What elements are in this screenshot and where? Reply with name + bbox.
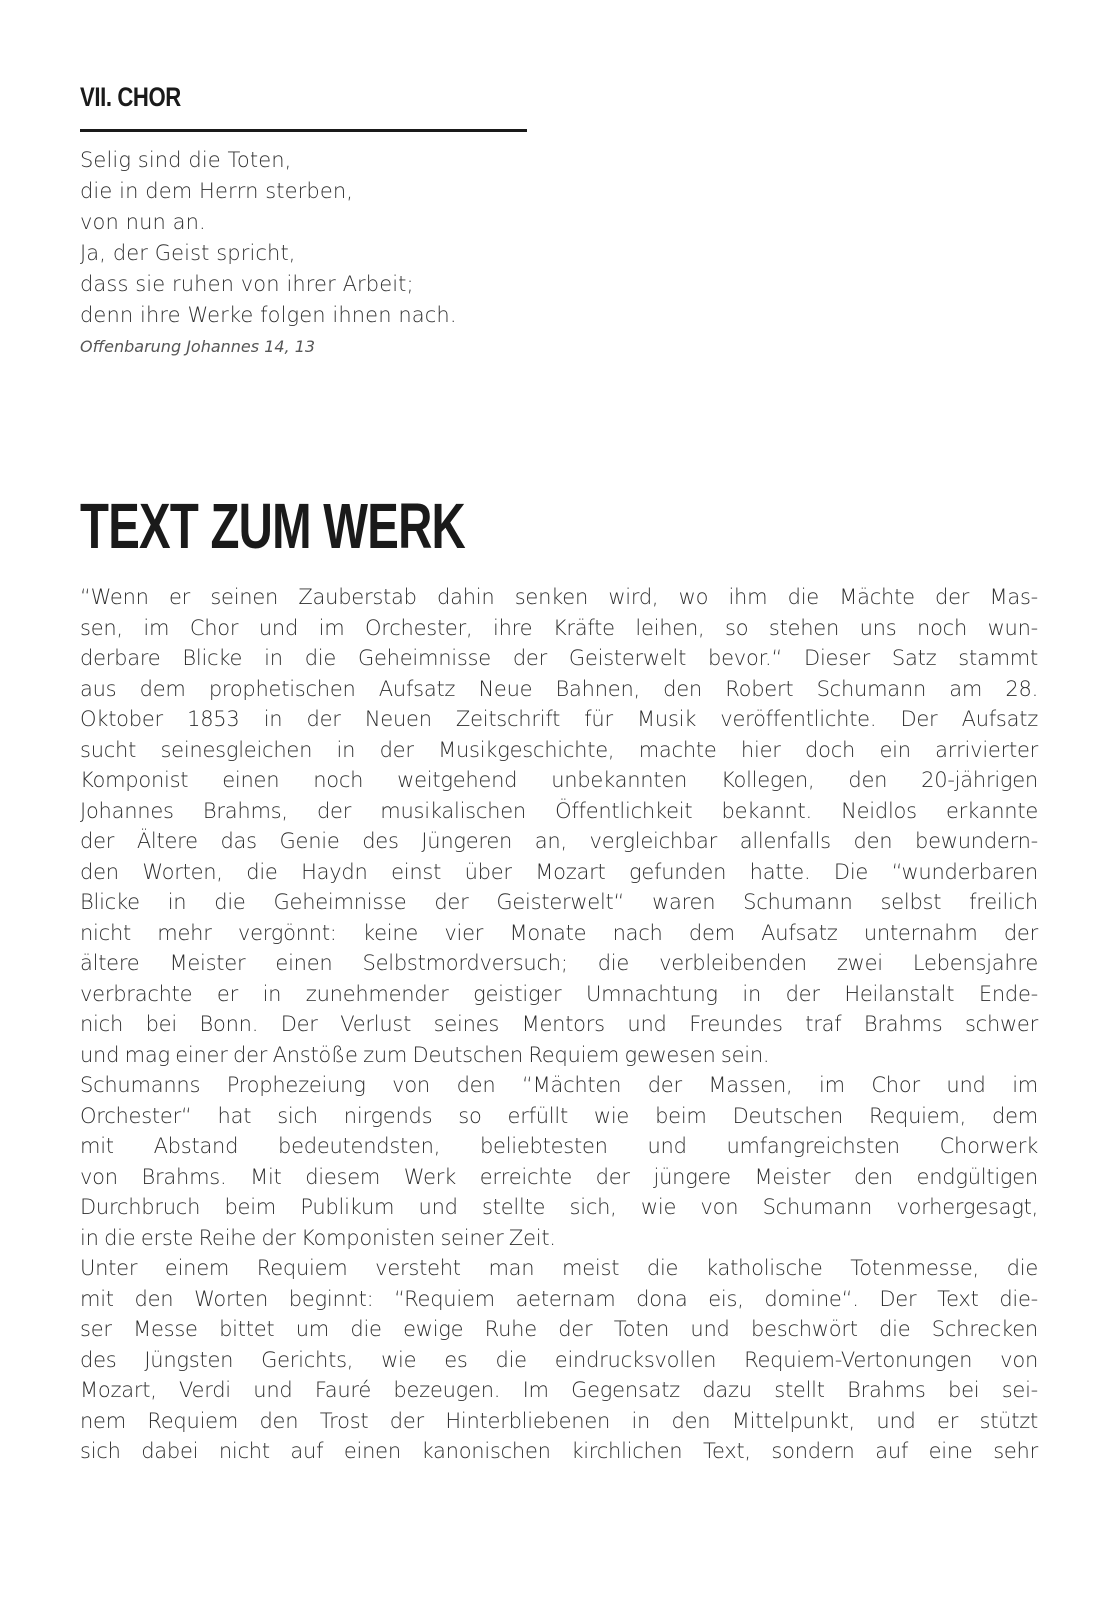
body-line: Durchbruch beim Publikum und stellte sich, wie von Schumann vorhergesagt,: [80, 1195, 1038, 1219]
body-line: nicht mehr vergönnt: keine vier Monate nach dem Aufsatz unternahm der: [80, 920, 1038, 945]
body-line: Johannes Brahms, der musikalischen Öffentlichkeit bekannt. Neidlos erkannte: [80, 798, 1038, 823]
body-line: des Jüngsten Gerichts, wie es die eindrucksvollen Requiem-Vertonungen von: [80, 1347, 1038, 1372]
verse-source: Offenbarung Johannes 14, 13: [80, 337, 316, 356]
body-line: Schumanns Prophezeiung von den “Mächten der Massen, im Chor und im: [80, 1073, 1038, 1097]
section-title: TEXT ZUM WERK: [80, 490, 466, 562]
body-line: sucht seinesgleichen in der Musikgeschichte, machte hier doch ein arrivierter: [80, 737, 1038, 762]
body-line: von Brahms. Mit diesem Werk erreichte der jüngere Meister den endgültigen: [80, 1164, 1038, 1189]
verse-line: denn ihre Werke folgen ihnen nach.: [80, 303, 457, 327]
body-line: aus dem prophetischen Aufsatz Neue Bahnen, den Robert Schumann am 28.: [80, 676, 1038, 701]
verse-line: Selig sind die Toten,: [80, 148, 292, 172]
heading-rule: [80, 129, 527, 132]
body-line: sich dabei nicht auf einen kanonischen kirchlichen Text, sondern auf eine sehr: [80, 1439, 1038, 1463]
body-line: den Worten, die Haydn einst über Mozart gefunden hatte. Die “wunderbaren: [80, 859, 1038, 884]
body-line: derbare Blicke in die Geheimnisse der Geisterwelt bevor.“ Dieser Satz stammt: [80, 646, 1038, 670]
verse-line: Ja, der Geist spricht,: [80, 241, 296, 265]
body-line: ser Messe bittet um die ewige Ruhe der Toten und beschwört die Schrecken: [80, 1317, 1038, 1341]
verse-block: [80, 145, 457, 331]
body-line: nem Requiem den Trost der Hinterbliebenen in den Mittelpunkt, und er stützt: [80, 1408, 1038, 1433]
body-line: in die erste Reihe der Komponisten seiner Zeit.: [80, 1225, 556, 1250]
body-line: nich bei Bonn. Der Verlust seines Mentors und Freundes traf Brahms schwer: [80, 1012, 1038, 1036]
body-line: mit den Worten beginnt: “Requiem aeternam dona eis, domine“. Der Text die-: [80, 1286, 1038, 1311]
body-line: Mozart, Verdi und Fauré bezeugen. Im Gegensatz dazu stellt Brahms bei sei-: [80, 1378, 1038, 1402]
body-line: Komponist einen noch weitgehend unbekannten Kollegen, den 20-jährigen: [80, 768, 1038, 792]
body-text: [80, 582, 1038, 1467]
body-line: Orchester“ hat sich nirgends so erfüllt wie beim Deutschen Requiem, dem: [80, 1103, 1038, 1128]
body-line: ältere Meister einen Selbstmordversuch; die verbleibenden zwei Lebensjahre: [80, 951, 1038, 975]
verse-line: von nun an.: [80, 210, 206, 234]
chor-heading: VII. CHOR: [80, 82, 181, 112]
body-line: der Ältere das Genie des Jüngeren an, vergleichbar allenfalls den bewundern-: [80, 829, 1038, 853]
body-line: und mag einer der Anstöße zum Deutschen Requiem gewesen sein.: [80, 1042, 770, 1067]
body-line: verbrachte er in zunehmender geistiger Umnachtung in der Heilanstalt Ende-: [80, 981, 1038, 1006]
body-line: sen, im Chor und im Orchester, ihre Kräfte leihen, so stehen uns noch wun-: [80, 615, 1038, 640]
verse-line: die in dem Herrn sterben,: [80, 179, 354, 203]
body-line: “Wenn er seinen Zauberstab dahin senken wird, wo ihm die Mächte der Mas-: [80, 585, 1038, 609]
verse-line: dass sie ruhen von ihrer Arbeit;: [80, 272, 414, 296]
body-line: Unter einem Requiem versteht man meist die katholische Totenmesse, die: [80, 1256, 1038, 1280]
body-line: Blicke in die Geheimnisse der Geisterwelt“ waren Schumann selbst freilich: [80, 890, 1038, 914]
body-line: Oktober 1853 in der Neuen Zeitschrift für Musik veröffentlichte. Der Aufsatz: [80, 707, 1038, 731]
body-line: mit Abstand bedeutendsten, beliebtesten und umfangreichsten Chorwerk: [80, 1134, 1038, 1158]
